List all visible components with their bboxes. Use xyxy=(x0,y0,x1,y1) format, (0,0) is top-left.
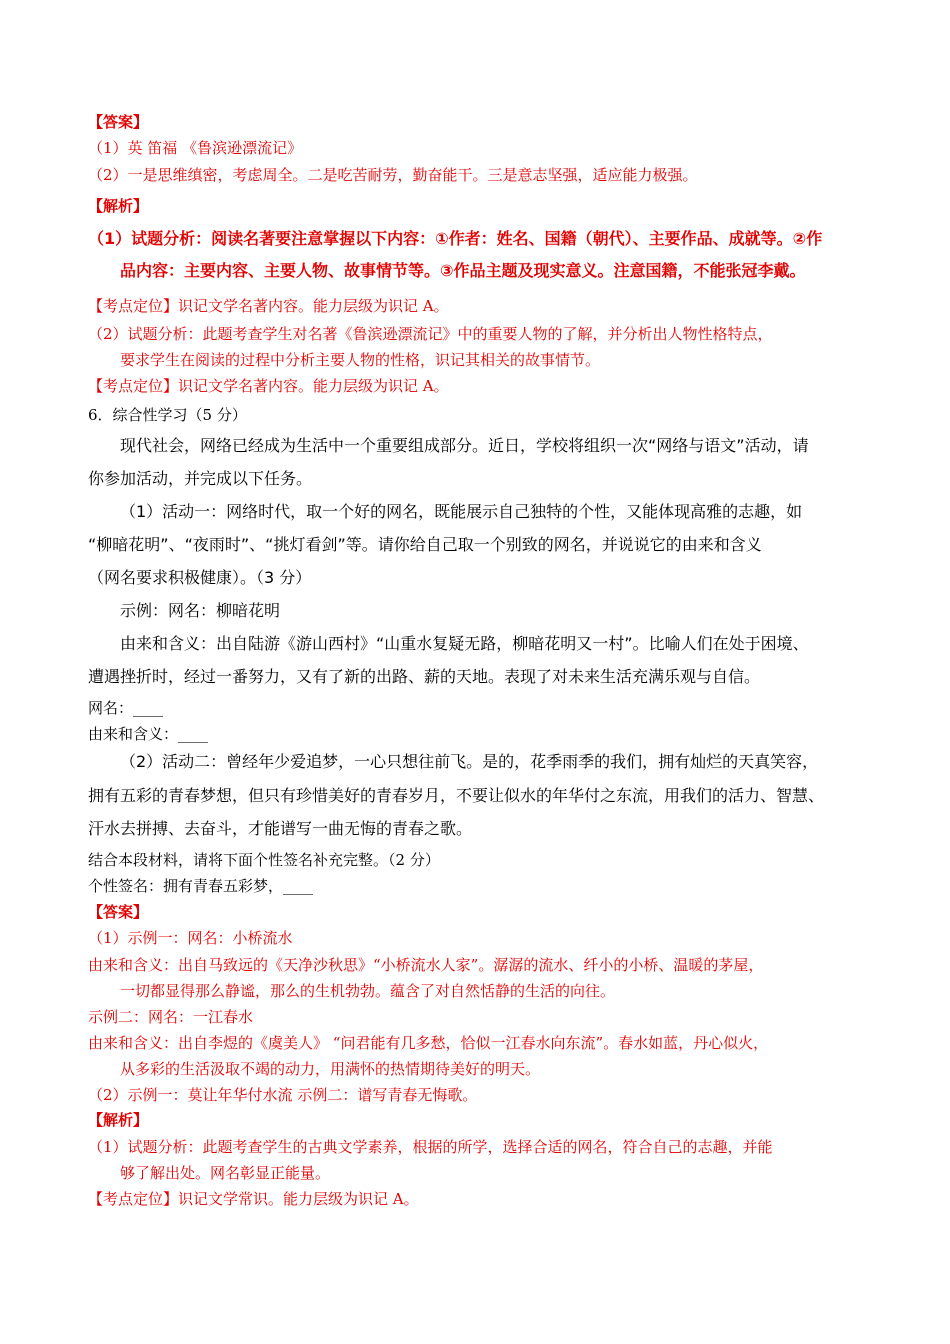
kaodian-2: 【考点定位】识记文学名著内容。能力层级为识记 A。 xyxy=(88,377,449,395)
kaodian-3: 【考点定位】识记文学常识。能力层级为识记 A。 xyxy=(88,1190,419,1208)
answer-example-2-origin-line-2: 从多彩的生活汲取不竭的动力，用满怀的热情期待美好的明天。 xyxy=(120,1060,541,1078)
answer-2-examples: （2）示例一：莫让年华付水流 示例二：谱写青春无悔歌。 xyxy=(88,1086,478,1104)
analysis-3-line-1: （1）试题分析：此题考查学生的古典文学素养，根据的所学，选择合适的网名，符合自己的志趣，并能 xyxy=(88,1138,773,1156)
analysis-3-line-2: 够了解出处。网名彰显正能量。 xyxy=(120,1164,331,1182)
answer-1: （1）英 笛福 《鲁滨逊漂流记》 xyxy=(88,139,303,157)
analysis-tag: 【解析】 xyxy=(88,197,149,215)
analysis-1-line-2: 品内容：主要内容、主要人物、故事情节等。③作品主题及现实意义。注意国籍，不能张冠李戴。 xyxy=(120,261,806,280)
answer-example-1-name: （1）示例一：网名：小桥流水 xyxy=(88,929,293,947)
answer-2: （2）一是思维缜密，考虑周全。二是吃苦耐劳，勤奋能干。三是意志坚强，适应能力极强。 xyxy=(88,166,698,184)
activity-1-line-1: （1）活动一：网络时代，取一个好的网名，既能展示自己独特的个性，又能体现高雅的志趣，如 xyxy=(120,502,803,521)
example-line-3: 遭遇挫折时，经过一番努力，又有了新的出路、薪的天地。表现了对未来生活充满乐观与自信。 xyxy=(88,667,761,686)
analysis-2-line-2: 要求学生在阅读的过程中分析主要人物的性格，识记其相关的故事情节。 xyxy=(120,351,601,369)
q6-intro-line-2: 你参加活动，并完成以下任务。 xyxy=(88,469,313,488)
answer-tag-2: 【答案】 xyxy=(88,903,149,921)
answer-tag: 【答案】 xyxy=(88,113,149,131)
answer-example-1-origin-line-1: 由来和含义：出自马致远的《天净沙秋思》“小桥流水人家”。潺潺的流水、纤小的小桥、温暖的茅屋， xyxy=(88,956,764,974)
question-6-title: 6．综合性学习（5 分） xyxy=(88,406,247,424)
q6-intro-line-1: 现代社会，网络已经成为生活中一个重要组成部分。近日，学校将组织一次“网络与语文”活动，请 xyxy=(120,436,809,455)
example-line-1: 示例：网名：柳暗花明 xyxy=(120,601,281,620)
blank-origin: 由来和含义：____ xyxy=(88,725,209,743)
answer-example-2-origin-line-1: 由来和含义：出自李煜的《虞美人》 “问君能有几多愁，恰似一江春水向东流”。春水如蓝，丹心似火， xyxy=(88,1034,769,1052)
blank-name: 网名：____ xyxy=(88,699,164,717)
analysis-2-line-1: （2）试题分析：此题考查学生对名著《鲁滨逊漂流记》中的重要人物的了解，并分析出人物性格特点， xyxy=(88,325,773,343)
activity-2-line-2: 拥有五彩的青春梦想，但只有珍惜美好的青春岁月，不要让似水的年华付之东流，用我们的活力、智慧、 xyxy=(88,786,825,805)
answer-example-2-name: 示例二：网名：一江春水 xyxy=(88,1008,254,1026)
activity-2-blank: 个性签名：拥有青春五彩梦，____ xyxy=(88,877,314,895)
activity-2-line-1: （2）活动二：曾经年少爱追梦，一心只想往前飞。是的，花季雨季的我们，拥有灿烂的天真笑容， xyxy=(120,752,819,771)
answer-example-1-origin-line-2: 一切都显得那么静谧，那么的生机勃勃。蕴含了对自然恬静的生活的向往。 xyxy=(120,982,616,1000)
activity-1-line-2: “柳暗花明”、“夜雨时”、“挑灯看剑”等。请你给自己取一个别致的网名，并说说它的由来和含义 xyxy=(88,535,762,554)
example-line-2: 由来和含义：出自陆游《游山西村》“山重水复疑无路，柳暗花明又一村”。比喻人们在处于困境、 xyxy=(120,634,809,653)
activity-1-line-3: （网名要求积极健康）。（3 分） xyxy=(88,568,312,587)
analysis-tag-2: 【解析】 xyxy=(88,1111,149,1129)
kaodian-1: 【考点定位】识记文学名著内容。能力层级为识记 A。 xyxy=(88,297,449,315)
analysis-1-line-1: （1）试题分析：阅读名著要注意掌握以下内容：①作者：姓名、国籍（朝代）、主要作品、成就等。②作 xyxy=(88,229,823,248)
activity-2-line-3: 汗水去拼搏、去奋斗，才能谱写一曲无悔的青春之歌。 xyxy=(88,819,473,838)
activity-2-task: 结合本段材料，请将下面个性签名补充完整。（2 分） xyxy=(88,851,440,869)
